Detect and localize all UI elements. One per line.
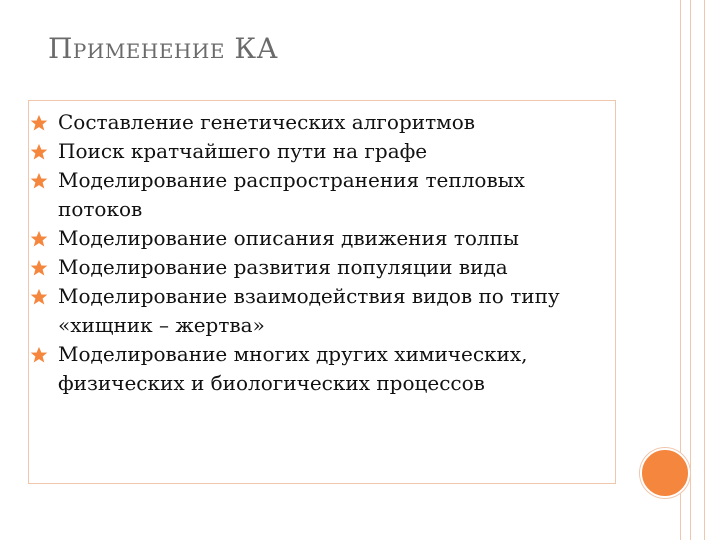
star-icon <box>30 288 48 306</box>
star-icon <box>30 230 48 248</box>
decorative-line <box>704 0 705 540</box>
bullet-text: Моделирование развития популяции вида <box>58 255 508 279</box>
bullet-text: Составление генетических алгоритмов <box>58 110 475 134</box>
star-icon <box>30 259 48 277</box>
bullet-text: Поиск кратчайшего пути на графе <box>58 139 428 163</box>
slide-title: Применение КА <box>48 32 279 65</box>
bullet-item <box>20 108 580 137</box>
star-icon <box>30 172 48 190</box>
bullet-item <box>20 166 580 224</box>
star-icon <box>30 346 48 364</box>
bullet-text: Моделирование взаимодействия видов по типу «хищник – жертва» <box>58 284 560 337</box>
bullet-text: Моделирование описания движения толпы <box>58 226 519 250</box>
bullet-item <box>20 340 580 398</box>
bullet-item <box>20 137 580 166</box>
decorative-circle <box>640 448 690 498</box>
bullet-text: Моделирование многих других химических, физических и биологических процессов <box>58 342 528 395</box>
bullet-text: Моделирование распространения тепловых потоков <box>58 168 525 221</box>
star-icon <box>30 114 48 132</box>
bullet-list <box>20 108 580 398</box>
bullet-item <box>20 224 580 253</box>
bullet-item <box>20 282 580 340</box>
bullet-item <box>20 253 580 282</box>
star-icon <box>30 143 48 161</box>
decorative-line <box>690 0 691 540</box>
